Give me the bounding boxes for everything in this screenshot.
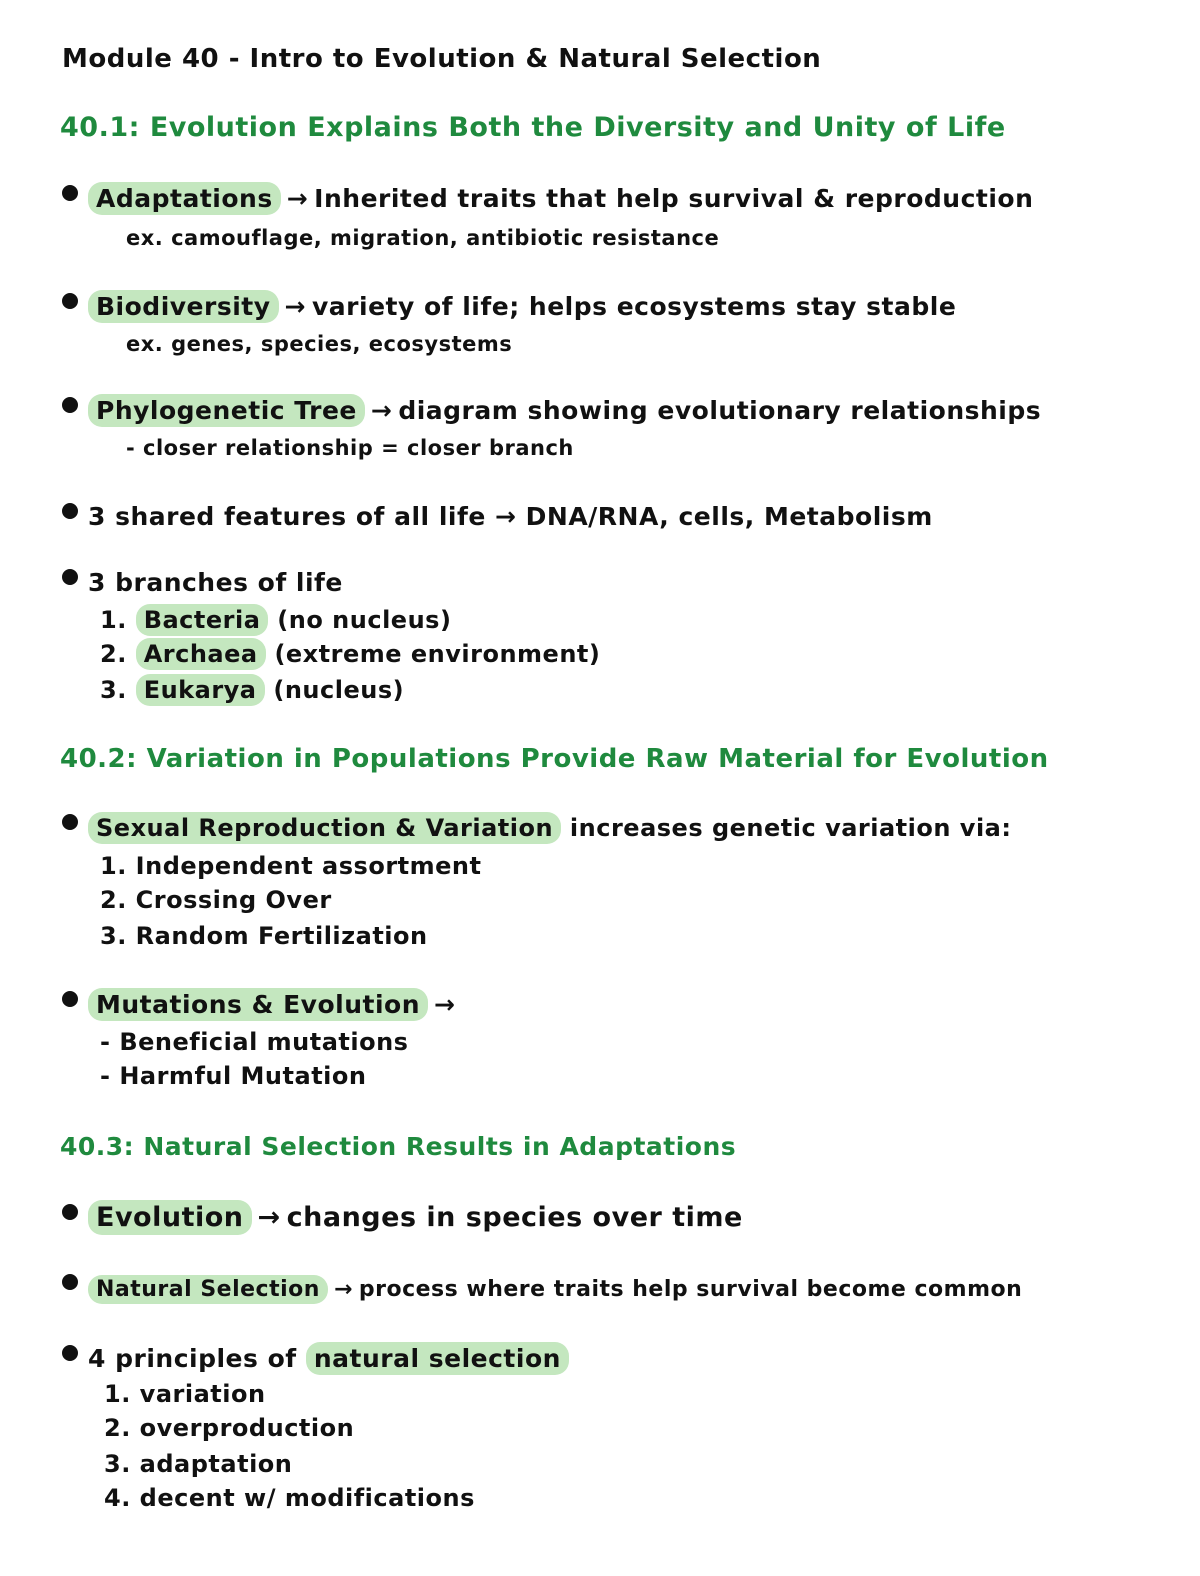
bullet-text: 3 branches of life <box>88 568 343 597</box>
bullet-text: variety of life; helps ecosystems stay stable <box>312 292 957 321</box>
bullet-dot-icon <box>62 397 78 413</box>
section-heading-40-1: 40.1: Evolution Explains Both the Diversity and Unity of Life <box>60 112 1006 143</box>
list-item-bacteria <box>100 606 451 634</box>
page-title: Module 40 - Intro to Evolution & Natural Selection <box>62 44 822 74</box>
bullet-dot-icon <box>62 1345 78 1361</box>
term-biodiversity: Biodiversity <box>88 290 279 323</box>
bullet-dot-icon <box>62 991 78 1007</box>
bullet-mutations <box>62 990 461 1019</box>
bullet-text: process where traits help survival become common <box>358 1277 1023 1302</box>
bullet-biodiversity <box>62 292 956 321</box>
arrow-icon: → <box>257 1202 281 1233</box>
list-item: 1. variation <box>104 1380 266 1408</box>
term-mutations: Mutations & Evolution <box>88 988 428 1021</box>
bullet-natural-selection <box>62 1274 1022 1302</box>
list-item: 2. overproduction <box>104 1414 355 1442</box>
sub-note-phylogenetic-tree: - closer relationship = closer branch <box>126 436 574 460</box>
list-item-archaea <box>100 640 600 668</box>
list-item: 1. Independent assortment <box>100 852 482 880</box>
item-note: (extreme environment) <box>274 640 601 668</box>
term-natural-selection: Natural Selection <box>88 1275 328 1304</box>
term-archaea: Archaea <box>136 638 266 670</box>
bullet-phylogenetic-tree <box>62 396 1041 425</box>
arrow-icon: → <box>284 292 306 321</box>
item-note: (no nucleus) <box>277 606 452 634</box>
term-natural-selection-principles: natural selection <box>306 1342 569 1375</box>
bullet-text: Inherited traits that help survival & reproduction <box>314 184 1034 213</box>
bullet-text: diagram showing evolutionary relationships <box>398 396 1042 425</box>
bullet-text: 3 shared features of all life → DNA/RNA, cells, Metabolism <box>88 502 933 531</box>
list-item: - Beneficial mutations <box>100 1028 409 1056</box>
list-item: - Harmful Mutation <box>100 1062 367 1090</box>
bullet-dot-icon <box>62 1204 78 1220</box>
term-evolution: Evolution <box>88 1200 252 1235</box>
arrow-icon: → <box>286 184 309 213</box>
term-eukarya: Eukarya <box>136 674 265 706</box>
term-bacteria: Bacteria <box>136 604 269 636</box>
bullet-dot-icon <box>62 185 78 201</box>
arrow-icon: → <box>434 990 456 1019</box>
item-note: (nucleus) <box>273 676 405 704</box>
bullet-evolution <box>62 1202 743 1233</box>
term-phylogenetic-tree: Phylogenetic Tree <box>88 394 365 427</box>
bullet-branches-of-life <box>62 568 343 597</box>
bullet-adaptations <box>62 184 1033 213</box>
list-item: 3. Random Fertilization <box>100 922 428 950</box>
bullet-text: changes in species over time <box>286 1202 743 1233</box>
item-number: 1. <box>100 606 127 634</box>
list-item: 3. adaptation <box>104 1450 293 1478</box>
bullet-text: increases genetic variation via: <box>569 814 1012 842</box>
section-heading-40-2: 40.2: Variation in Populations Provide Raw Material for Evolution <box>60 744 1049 774</box>
bullet-sexual-reproduction <box>62 814 1011 842</box>
item-number: 3. <box>100 676 127 704</box>
bullet-shared-features <box>62 502 933 531</box>
bullet-text: 4 principles of <box>88 1344 297 1373</box>
bullet-dot-icon <box>62 293 78 309</box>
term-adaptations: Adaptations <box>88 182 281 215</box>
list-item-eukarya <box>100 676 404 704</box>
bullet-dot-icon <box>62 1274 78 1290</box>
sub-note-biodiversity: ex. genes, species, ecosystems <box>126 332 513 356</box>
bullet-four-principles <box>62 1344 569 1373</box>
list-item: 4. decent w/ modifications <box>104 1484 475 1512</box>
arrow-icon: → <box>370 396 393 425</box>
bullet-dot-icon <box>62 569 78 585</box>
bullet-dot-icon <box>62 503 78 519</box>
list-item: 2. Crossing Over <box>100 886 332 914</box>
item-number: 2. <box>100 640 127 668</box>
term-sexual-reproduction: Sexual Reproduction & Variation <box>88 812 561 844</box>
section-heading-40-3: 40.3: Natural Selection Results in Adaptations <box>60 1132 737 1161</box>
bullet-dot-icon <box>62 814 78 830</box>
arrow-icon: → <box>333 1277 353 1302</box>
sub-note-adaptations: ex. camouflage, migration, antibiotic resistance <box>126 226 720 250</box>
